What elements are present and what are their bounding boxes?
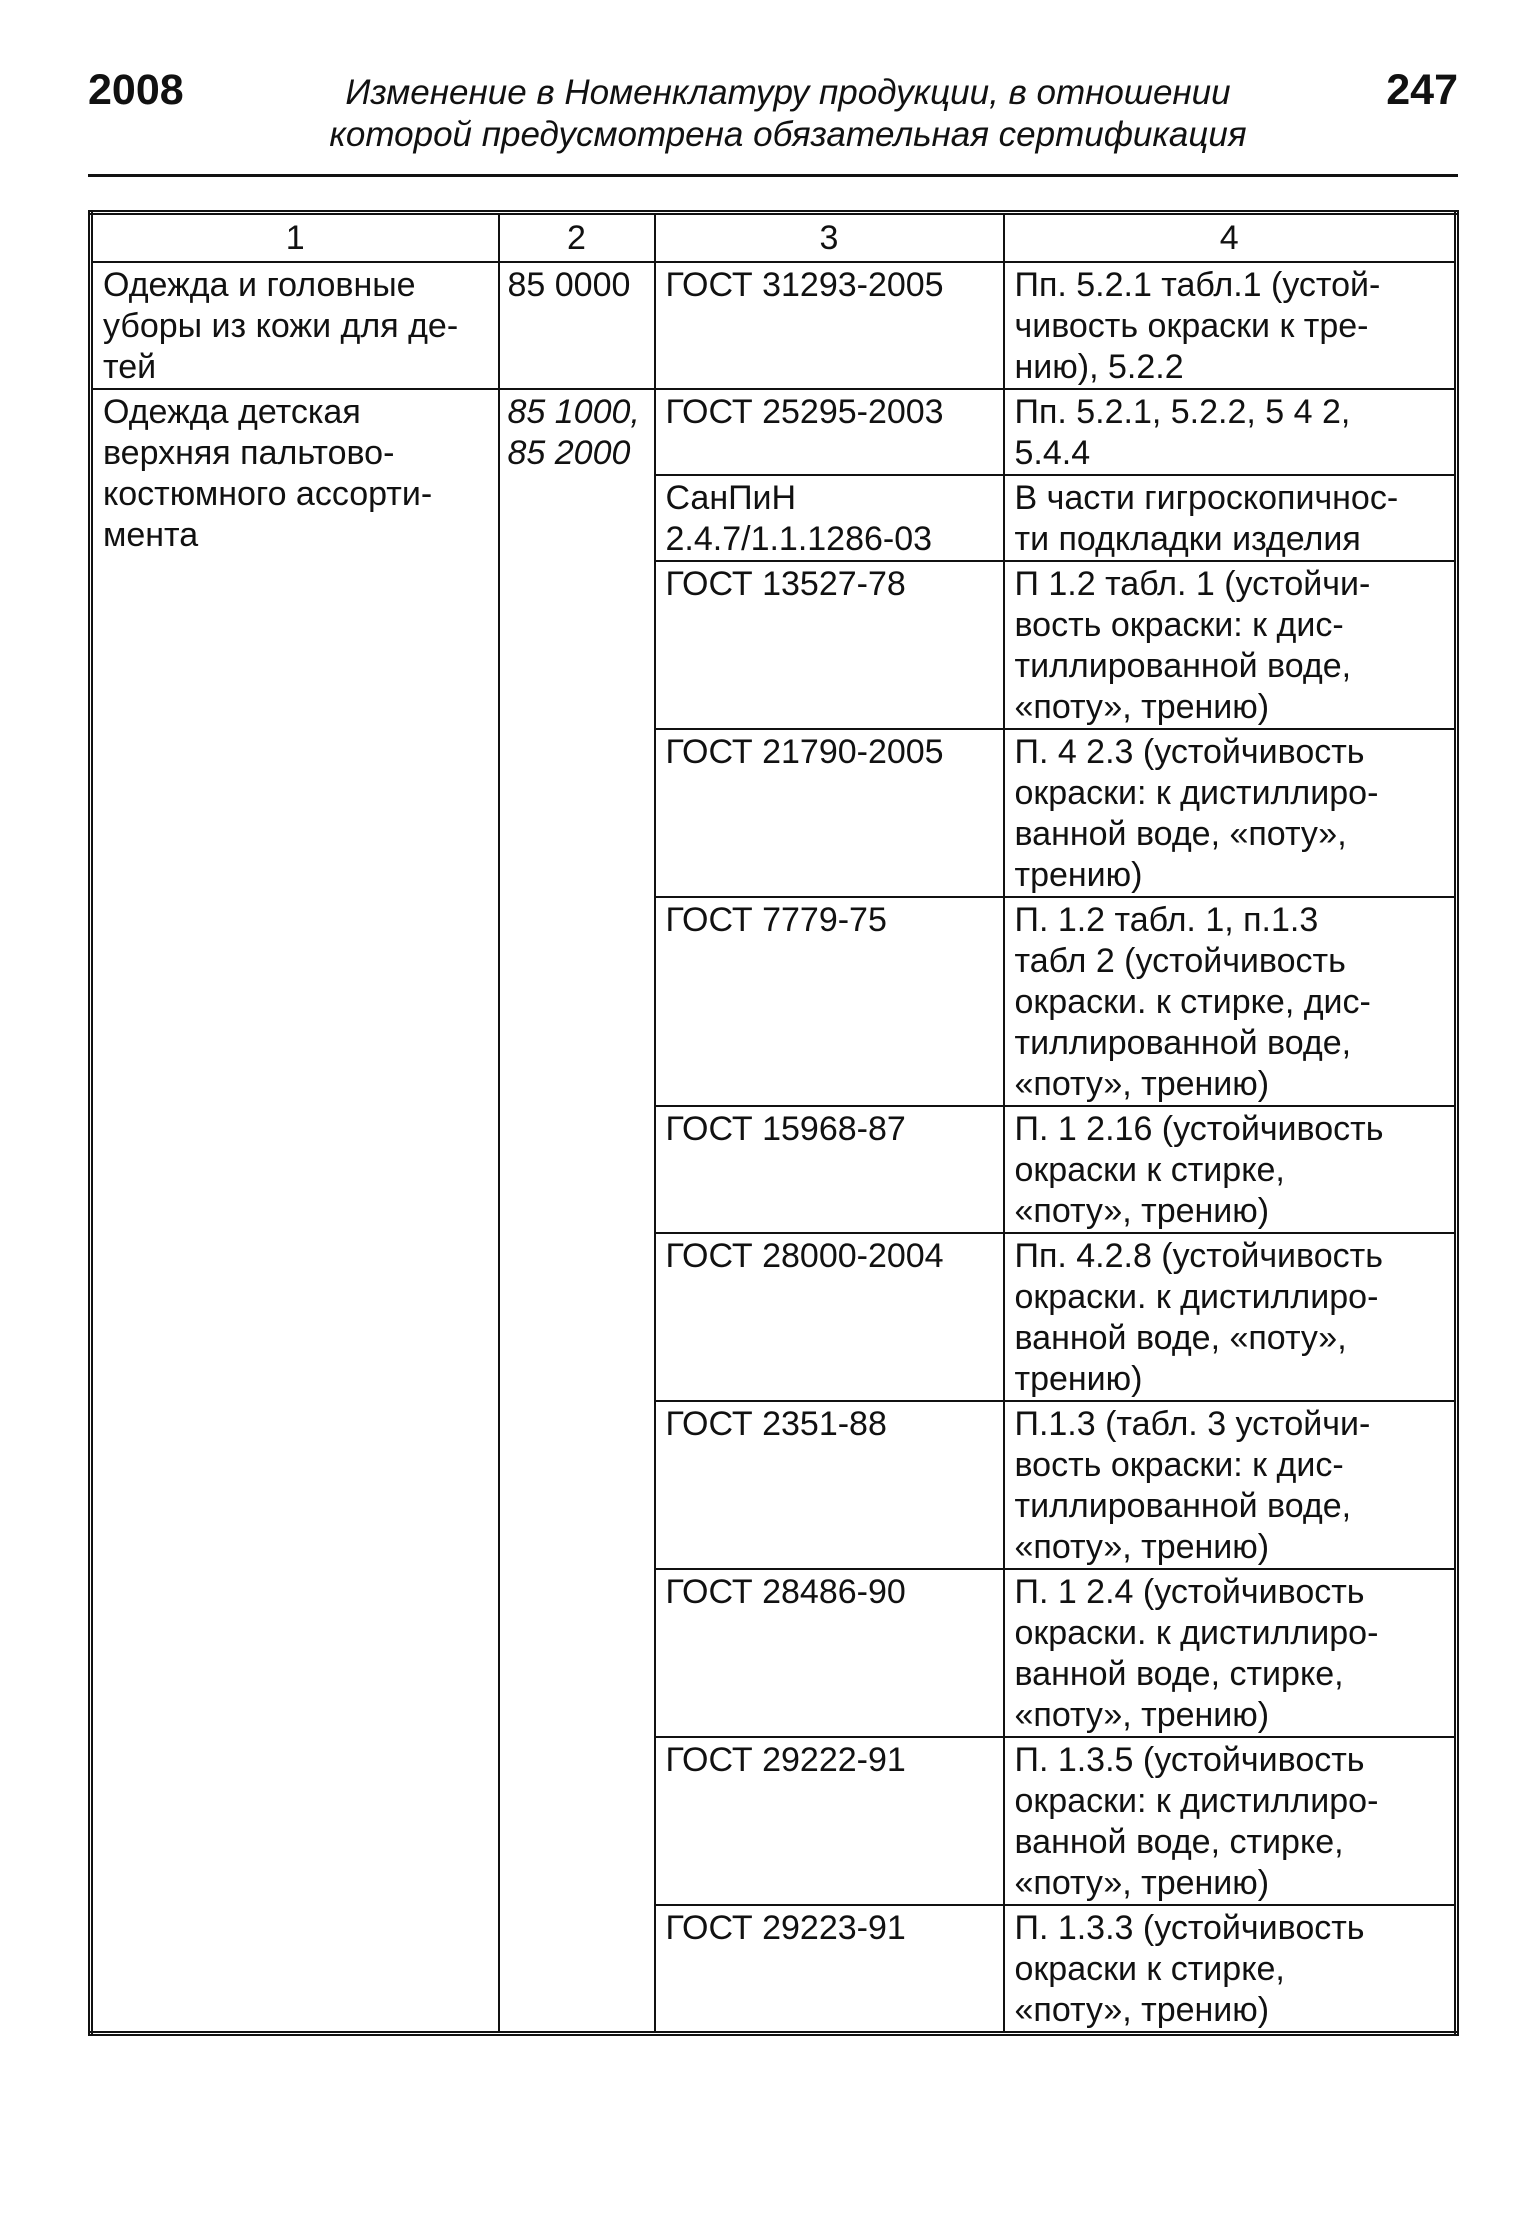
cell-line: ГОСТ 21790-2005: [665, 733, 944, 771]
cell-line: окраски. к дистиллиро-: [1014, 1614, 1379, 1652]
standard-cell: [655, 1905, 1004, 2034]
cell-line: «поту», трению): [1014, 1528, 1270, 1566]
table-row: [91, 262, 1457, 389]
cell-line: вость окраски: к дис-: [1014, 1446, 1344, 1484]
column-number: 1: [91, 213, 499, 263]
cell-line: Пп. 5.2.1, 5.2.2, 5 4 2,: [1014, 393, 1351, 431]
standard-cell: [655, 1106, 1004, 1233]
requirement-cell: [1004, 1737, 1457, 1905]
cell-line: тиллированной воде,: [1014, 647, 1352, 685]
page-number: 247: [1386, 66, 1458, 114]
cell-line: мента: [103, 516, 199, 554]
requirement-cell: [1004, 389, 1457, 475]
cell-line: ГОСТ 25295-2003: [665, 393, 944, 431]
cell-line: костюмного ассорти-: [103, 475, 433, 513]
standard-cell: [655, 1401, 1004, 1569]
header-year: 2008: [88, 66, 184, 114]
code-cell: [499, 262, 655, 389]
cell-line: 2.4.7/1.1.1286-03: [665, 520, 933, 558]
cell-line: ГОСТ 29223-91: [665, 1909, 906, 1947]
cell-line: ванной воде, стирке,: [1014, 1655, 1344, 1693]
cell-line: П. 1.2 табл. 1, п.1.3: [1014, 901, 1319, 939]
cell-line: окраски к стирке,: [1014, 1151, 1285, 1189]
cell-line: Пп. 5.2.1 табл.1 (устой-: [1014, 266, 1381, 304]
product-cell: [91, 389, 499, 2034]
header-title-line: которой предусмотрена обязательная сертификация: [329, 115, 1247, 154]
column-number: 3: [655, 213, 1004, 263]
cell-line: трению): [1014, 856, 1143, 894]
cell-line: уборы из кожи для де-: [103, 307, 459, 345]
cell-line: окраски: к дистиллиро-: [1014, 774, 1379, 812]
requirement-cell: [1004, 1401, 1457, 1569]
standard-cell: [655, 475, 1004, 561]
cell-line: 85 0000: [507, 266, 631, 304]
standard-cell: [655, 561, 1004, 729]
cell-line: «поту», трению): [1014, 1192, 1270, 1230]
requirement-cell: [1004, 262, 1457, 389]
cell-line: П. 1.3.5 (устойчивость: [1014, 1741, 1365, 1779]
cell-line: 5.4.4: [1014, 434, 1091, 472]
cell-line: чивость окраски к тре-: [1014, 307, 1369, 345]
cell-line: ГОСТ 29222-91: [665, 1741, 906, 1779]
cell-line: Одежда и головные: [103, 266, 416, 304]
cell-line: окраски. к дистиллиро-: [1014, 1278, 1379, 1316]
cell-line: ГОСТ 2351-88: [665, 1405, 887, 1443]
standard-cell: [655, 1737, 1004, 1905]
code-cell: [499, 389, 655, 2034]
standard-cell: [655, 729, 1004, 897]
cell-line: СанПиН: [665, 479, 797, 517]
certification-table: [88, 210, 1459, 2036]
cell-line: П. 1 2.4 (устойчивость: [1014, 1573, 1365, 1611]
cell-line: Одежда детская: [103, 393, 361, 431]
cell-line: В части гигроскопичнос-: [1014, 479, 1399, 517]
cell-line: «поту», трению): [1014, 1864, 1270, 1902]
cell-line: трению): [1014, 1360, 1143, 1398]
cell-line: ГОСТ 28486-90: [665, 1573, 906, 1611]
cell-line: Пп. 4.2.8 (устойчивость: [1014, 1237, 1383, 1275]
requirement-cell: [1004, 1106, 1457, 1233]
column-number: 2: [499, 213, 655, 263]
requirement-cell: [1004, 1233, 1457, 1401]
table-row: [91, 389, 1457, 475]
page-header: [88, 62, 1458, 178]
cell-line: нию), 5.2.2: [1014, 348, 1184, 386]
table-body: [91, 213, 1457, 2034]
column-number-row: [91, 213, 1457, 263]
cell-line: ГОСТ 15968-87: [665, 1110, 906, 1148]
cell-line: ванной воде, «поту»,: [1014, 1319, 1347, 1357]
header-divider: [88, 174, 1458, 177]
standard-cell: [655, 1233, 1004, 1401]
cell-line: ГОСТ 28000-2004: [665, 1237, 944, 1275]
requirement-cell: [1004, 729, 1457, 897]
requirement-cell: [1004, 1905, 1457, 2034]
cell-line: ти подкладки изделия: [1014, 520, 1361, 558]
cell-line: ГОСТ 13527-78: [665, 565, 906, 603]
cell-line: «поту», трению): [1014, 1991, 1270, 2029]
cell-line: «поту», трению): [1014, 1696, 1270, 1734]
cell-line: окраски к стирке,: [1014, 1950, 1285, 1988]
cell-line: «поту», трению): [1014, 1065, 1270, 1103]
cell-line: П. 4 2.3 (устойчивость: [1014, 733, 1365, 771]
cell-line: «поту», трению): [1014, 688, 1270, 726]
cell-line: окраски: к дистиллиро-: [1014, 1782, 1379, 1820]
cell-line: П. 1 2.16 (устойчивость: [1014, 1110, 1384, 1148]
standard-cell: [655, 389, 1004, 475]
requirement-cell: [1004, 475, 1457, 561]
cell-line: табл 2 (устойчивость: [1014, 942, 1346, 980]
cell-line: П.1.3 (табл. 3 устойчи-: [1014, 1405, 1371, 1443]
requirement-cell: [1004, 561, 1457, 729]
header-title-line: Изменение в Номенклатуру продукции, в отношении: [345, 73, 1231, 112]
cell-line: верхняя пальтово-: [103, 434, 395, 472]
cell-line: вость окраски: к дис-: [1014, 606, 1344, 644]
header-title: [278, 72, 1298, 156]
product-cell: [91, 262, 499, 389]
cell-line: ГОСТ 7779-75: [665, 901, 887, 939]
cell-line: тиллированной воде,: [1014, 1024, 1352, 1062]
requirement-cell: [1004, 1569, 1457, 1737]
cell-line: тиллированной воде,: [1014, 1487, 1352, 1525]
cell-line: П. 1.3.3 (устойчивость: [1014, 1909, 1365, 1947]
cell-line: ванной воде, «поту»,: [1014, 815, 1347, 853]
cell-line: 85 2000: [507, 434, 631, 472]
cell-line: 85 1000,: [507, 393, 640, 431]
standard-cell: [655, 1569, 1004, 1737]
cell-line: ванной воде, стирке,: [1014, 1823, 1344, 1861]
requirement-cell: [1004, 897, 1457, 1106]
cell-line: ГОСТ 31293-2005: [665, 266, 944, 304]
cell-line: тей: [103, 348, 157, 386]
cell-line: окраски. к стирке, дис-: [1014, 983, 1371, 1021]
column-number: 4: [1004, 213, 1457, 263]
cell-line: П 1.2 табл. 1 (устойчи-: [1014, 565, 1371, 603]
standard-cell: [655, 897, 1004, 1106]
standard-cell: [655, 262, 1004, 389]
